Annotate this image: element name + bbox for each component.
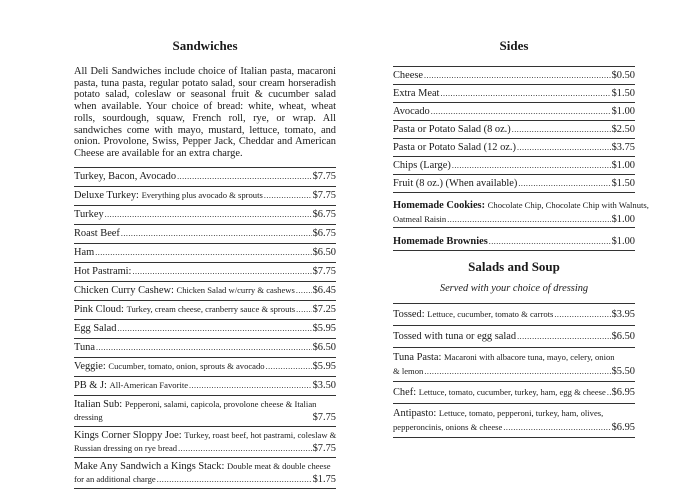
menu-item — [393, 326, 635, 348]
item-price: $6.75 — [312, 209, 336, 221]
leader-dots — [554, 308, 610, 321]
item-price: $6.95 — [611, 387, 635, 398]
item-price: $7.75 — [312, 266, 336, 278]
item-name: Homemade Cookies: — [393, 200, 486, 211]
leader-dots — [178, 443, 312, 456]
item-price: $1.50 — [611, 88, 635, 99]
item-price: $6.95 — [611, 421, 635, 433]
menu-item — [393, 348, 635, 382]
item-name: Veggie: — [74, 361, 106, 373]
item-description-cont: Russian dressing on rye bread — [74, 443, 178, 454]
menu-item — [393, 157, 635, 175]
leader-dots — [264, 189, 312, 202]
leader-dots — [503, 422, 610, 435]
item-price: $7.25 — [312, 304, 336, 316]
item-description: Lettuce, cucumber, tomato & carrots — [427, 309, 554, 319]
leader-dots — [157, 474, 312, 487]
item-description: Turkey, cream cheese, cranberry sauce & sprouts — [126, 304, 296, 315]
item-name: Chicken Curry Cashew: — [74, 285, 174, 297]
leader-dots — [96, 341, 312, 354]
item-name: Chef: — [393, 387, 417, 398]
item-price: $6.45 — [312, 285, 336, 297]
menu-item — [393, 139, 635, 157]
item-name: Antipasto: — [393, 408, 437, 419]
leader-dots — [512, 123, 611, 136]
menu-item — [393, 404, 635, 438]
item-price: $7.75 — [312, 171, 336, 183]
leader-dots — [424, 366, 610, 379]
item-name: Kings Corner Sloppy Joe: — [74, 429, 182, 441]
leader-dots — [132, 265, 311, 278]
item-price: $1.00 — [611, 160, 635, 171]
item-description-cont: & lemon — [393, 365, 424, 376]
item-price: $7.75 — [312, 443, 336, 455]
item-name: Chips (Large) — [393, 160, 451, 171]
menu-item — [74, 168, 336, 187]
item-price: $3.75 — [611, 142, 635, 153]
sandwiches-title: Sandwiches — [172, 38, 238, 53]
item-price: $5.95 — [312, 361, 336, 373]
item-price: $6.50 — [312, 247, 336, 259]
item-name: Ham — [74, 247, 95, 259]
menu-item — [74, 458, 336, 489]
menu-item — [393, 175, 635, 193]
item-price: $5.95 — [312, 323, 336, 335]
item-description: Macaroni with albacore tuna, mayo, celery, onion — [444, 352, 615, 362]
right-column — [393, 38, 649, 438]
item-name: Tuna Pasta: — [393, 352, 442, 363]
menu-item — [393, 67, 635, 85]
item-name: Tossed: — [393, 309, 425, 320]
leader-dots — [447, 214, 610, 227]
item-price: $1.00 — [611, 106, 635, 117]
leader-dots — [296, 303, 312, 316]
item-name: Roast Beef — [74, 228, 120, 240]
menu-item — [74, 396, 336, 427]
item-price: $2.50 — [611, 124, 635, 135]
item-price: $7.75 — [312, 412, 336, 424]
menu-item — [393, 382, 635, 404]
menu-item — [74, 301, 336, 320]
item-price: $7.75 — [312, 190, 336, 202]
sandwiches-intro: All Deli Sandwiches include choice of Italian pasta, macaroni pasta, tuna pasta, regular potato salad, sour cream horseradish potato salad, coleslaw or seasonal fruit & cucumber salad when available. Your choice of bread: white, wheat, wheat rolls, sourdough, squaw, French roll, rye, or wrap. All sandwiches come with mayo, mustard, lettuce, tomato, and onion. Provolone, Swiss, Pepper Jack, Cheddar and American Cheese are available for an extra charge. — [74, 66, 336, 159]
item-name: Make Any Sandwich a Kings Stack: — [74, 460, 225, 472]
salads-title: Salads and Soup — [468, 259, 560, 274]
menu-item — [393, 304, 635, 326]
leader-dots — [452, 159, 611, 172]
item-name: Turkey — [74, 209, 104, 221]
leader-dots — [95, 246, 311, 259]
salads-section — [393, 259, 635, 438]
menu-item — [393, 228, 635, 251]
item-price: $5.50 — [611, 365, 635, 377]
menu-item — [74, 225, 336, 244]
item-description: Double meat & double cheese — [226, 460, 331, 471]
item-description-cont: for an additional charge — [74, 474, 156, 485]
leader-dots — [424, 69, 611, 82]
leader-dots — [517, 330, 611, 343]
leader-dots — [177, 170, 312, 183]
menu-item — [393, 103, 635, 121]
item-description: Lettuce, tomato, pepperoni, turkey, ham, olives, — [438, 408, 604, 418]
sandwiches-section — [74, 38, 336, 489]
leader-dots — [117, 322, 311, 335]
item-price: $6.75 — [312, 228, 336, 240]
item-name: Pasta or Potato Salad (8 oz.) — [393, 124, 511, 135]
menu-item — [74, 206, 336, 225]
item-name: Italian Sub: — [74, 398, 123, 410]
item-name: Pasta or Potato Salad (12 oz.) — [393, 142, 516, 153]
menu-item — [74, 377, 336, 396]
item-price: $6.50 — [312, 342, 336, 354]
item-name: Hot Pastrami: — [74, 266, 132, 278]
leader-dots — [105, 208, 312, 221]
leader-dots — [440, 87, 610, 100]
item-price: $1.75 — [312, 474, 336, 486]
menu-item — [74, 282, 336, 301]
item-name: Cheese — [393, 70, 424, 81]
leader-dots — [518, 177, 610, 190]
leader-dots — [296, 284, 312, 297]
item-name: PB & J: — [74, 380, 107, 392]
menu-item — [74, 427, 336, 458]
item-description-cont: Oatmeal Raisin — [393, 213, 447, 224]
item-description: Everything plus avocado & sprouts — [141, 190, 263, 201]
item-description: Turkey, roast beef, hot pastrami, coleslaw & — [184, 429, 337, 440]
item-name: Tossed with tuna or egg salad — [393, 331, 517, 342]
salads-subtitle: Served with your choice of dressing — [439, 283, 589, 294]
item-price: $1.00 — [611, 236, 635, 247]
menu-item — [74, 339, 336, 358]
item-description: Chicken Salad w/curry & cashews — [176, 285, 295, 296]
item-name: Homemade Brownies — [393, 236, 488, 247]
item-name: Avocado — [393, 106, 430, 117]
item-price: $6.50 — [611, 331, 635, 342]
item-name: Extra Meat — [393, 88, 440, 99]
sides-title: Sides — [499, 38, 529, 53]
item-price: $1.00 — [611, 213, 635, 225]
menu-item — [74, 244, 336, 263]
item-price: $3.50 — [312, 380, 336, 392]
leader-dots — [431, 105, 611, 118]
item-description: Pepperoni, salami, capicola, provolone cheese & Italian — [124, 398, 317, 409]
leader-dots — [489, 235, 611, 248]
menu-item — [393, 85, 635, 103]
item-description: Cucumber, tomato, onion, sprouts & avocado — [108, 361, 265, 372]
menu-item — [74, 187, 336, 206]
item-name: Deluxe Turkey: — [74, 190, 139, 202]
leader-dots — [121, 227, 312, 240]
item-name: Fruit (8 oz.) (When available) — [393, 178, 518, 189]
item-description: Lettuce, tomato, cucumber, turkey, ham, egg & cheese — [418, 387, 606, 397]
menu-item — [74, 263, 336, 282]
item-description: All-American Favorite — [109, 380, 189, 391]
leader-dots — [607, 386, 611, 399]
item-name: Pink Cloud: — [74, 304, 124, 316]
leader-dots — [266, 360, 312, 373]
leader-dots — [189, 379, 312, 392]
item-name: Egg Salad — [74, 323, 117, 335]
item-price: $0.50 — [611, 70, 635, 81]
item-description-cont: dressing — [74, 412, 103, 423]
menu-item — [393, 193, 649, 228]
menu-item — [74, 320, 336, 339]
item-description-cont: pepperoncinis, onions & cheese — [393, 421, 503, 432]
item-name: Turkey, Bacon, Avocado — [74, 171, 177, 183]
menu-item — [393, 121, 635, 139]
sides-section — [393, 38, 649, 251]
item-price: $3.95 — [611, 309, 635, 320]
item-description: Chocolate Chip, Chocolate Chip with Walnuts, — [487, 200, 649, 210]
item-price: $1.50 — [611, 178, 635, 189]
leader-dots — [517, 141, 611, 154]
item-name: Tuna — [74, 342, 95, 354]
menu-item — [74, 358, 336, 377]
